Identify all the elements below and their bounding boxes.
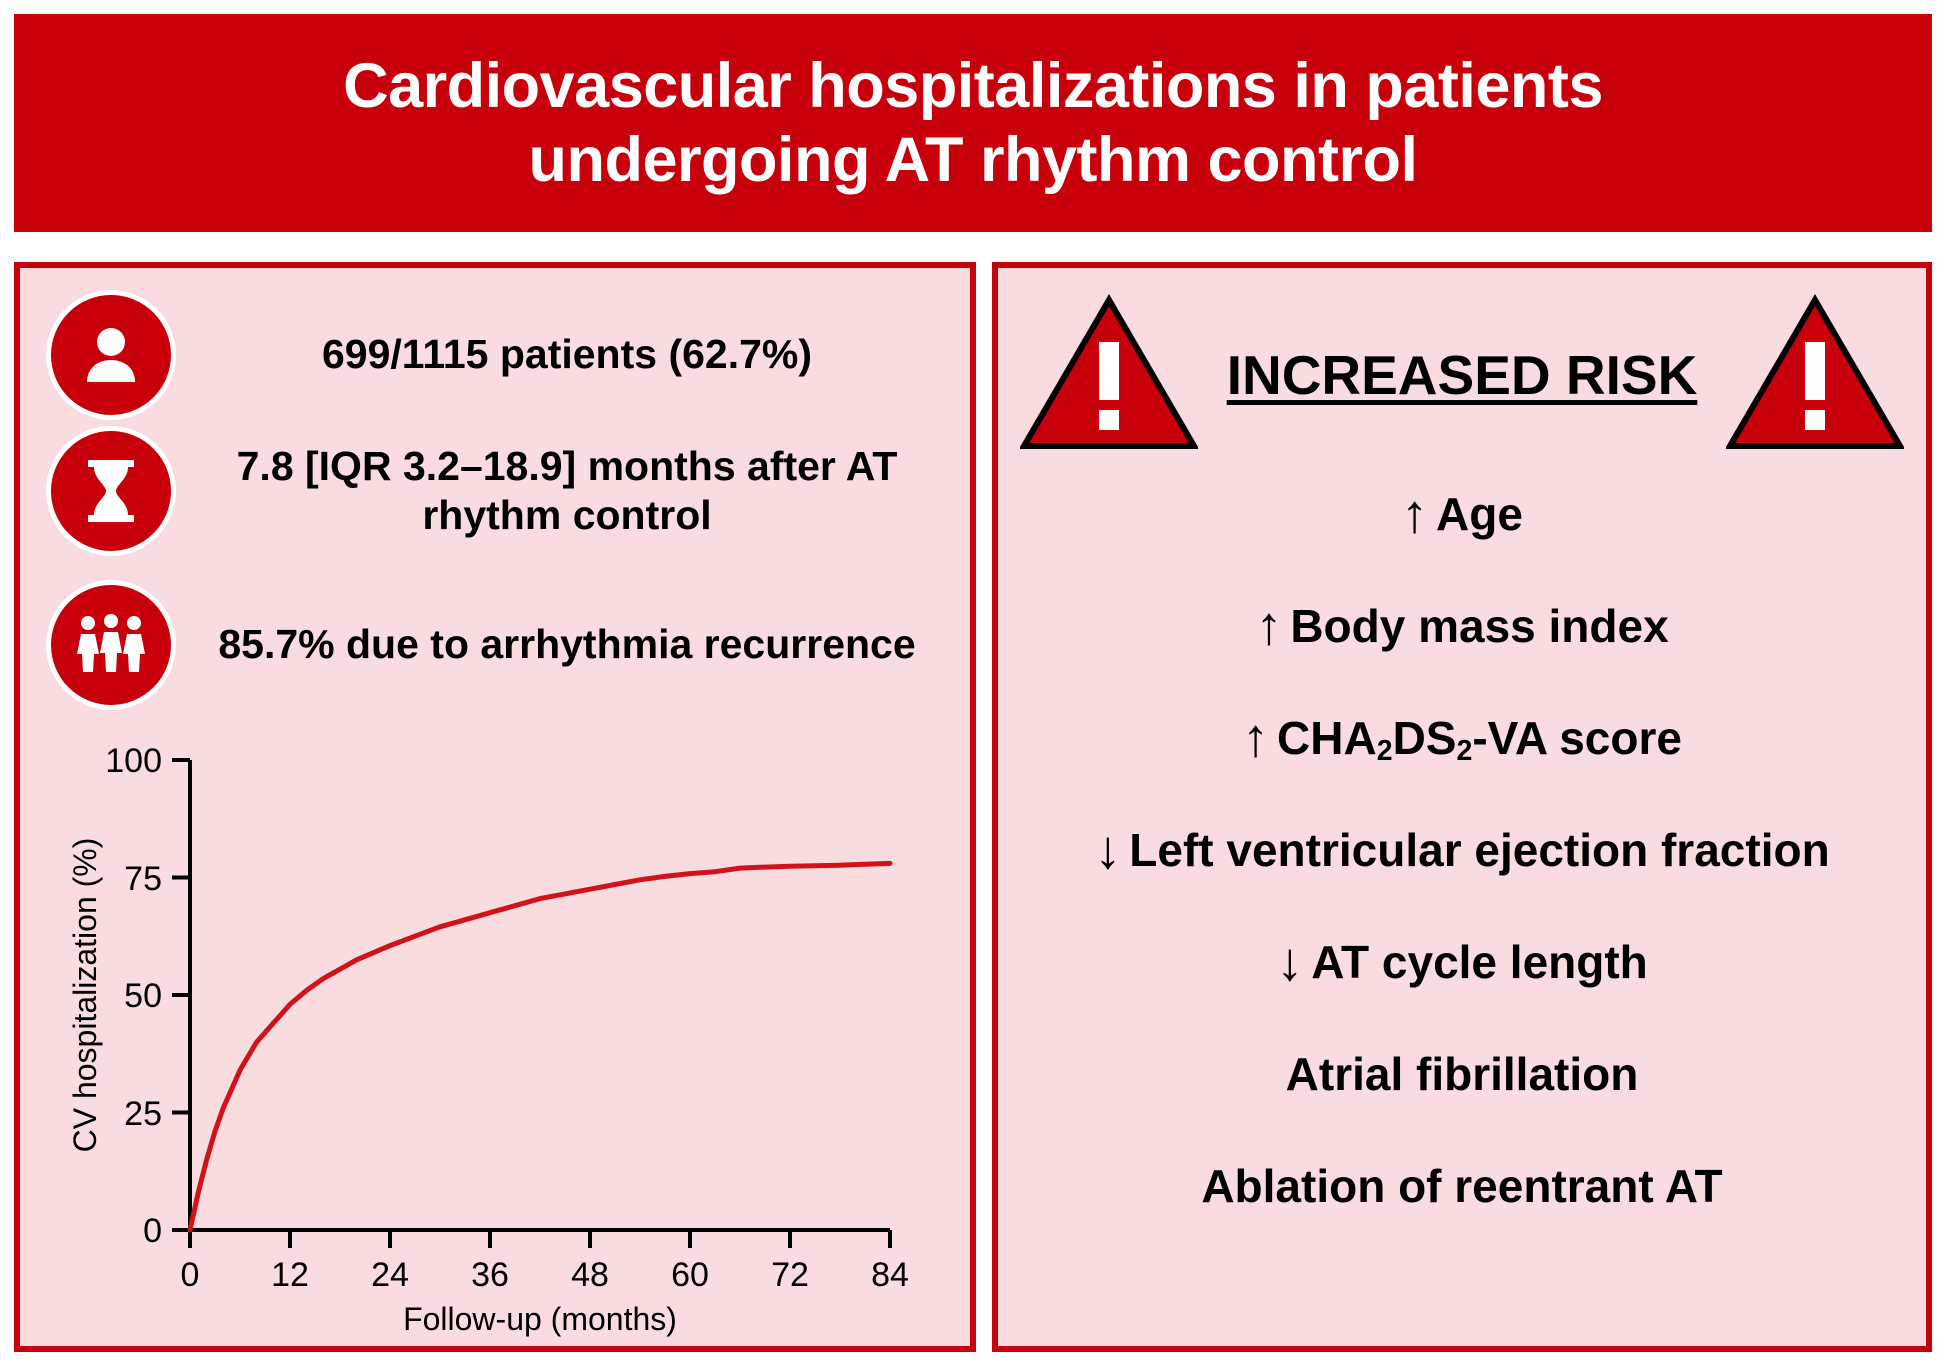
bullet-cause: [20, 580, 970, 710]
increased-risk-title: INCREASED RISK: [1226, 344, 1698, 406]
bullet-cause-label: 85.7% due to arrhythmia recurrence: [218, 621, 916, 668]
warning-triangle-icon: [1020, 294, 1198, 457]
svg-text:0: 0: [180, 1256, 200, 1294]
bullet-patients-label: 699/1115 patients (62.7%): [321, 331, 813, 378]
svg-text:CV hospitalization (%): CV hospitalization (%): [67, 837, 103, 1153]
risk-factor-list: [998, 458, 1926, 1242]
arrow-up-icon: ↑: [1255, 596, 1283, 656]
svg-text:84: 84: [871, 1256, 909, 1294]
hourglass-icon: [46, 426, 176, 556]
svg-text:Follow-up (months): Follow-up (months): [403, 1301, 677, 1337]
svg-text:60: 60: [671, 1256, 709, 1294]
risk-factor-label: Atrial fibrillation: [1285, 1048, 1639, 1100]
risk-factor-label: AT cycle length: [1311, 936, 1648, 988]
right-panel: [992, 262, 1932, 1352]
risk-factor-bmi: [1012, 570, 1912, 682]
risk-factor-at-cycle-length: [1012, 906, 1912, 1018]
svg-text:25: 25: [124, 1095, 162, 1133]
risk-factor-age: [1012, 458, 1912, 570]
person-icon: [46, 290, 176, 420]
arrow-up-icon: ↑: [1242, 708, 1270, 768]
cv-hospitalization-chart: [50, 738, 940, 1338]
risk-factor-lvef: [1012, 794, 1912, 906]
risk-factor-label: Ablation of reentrant AT: [1201, 1160, 1723, 1212]
bullet-patients: [20, 290, 970, 420]
risk-factor-label: Age: [1436, 488, 1523, 540]
arrow-down-icon: ↓: [1276, 932, 1304, 992]
arrow-down-icon: ↓: [1094, 820, 1122, 880]
bullet-timing-label: 7.8 [IQR 3.2–18.9] months after AT rhythm control: [236, 442, 898, 538]
svg-text:72: 72: [771, 1256, 809, 1294]
svg-text:48: 48: [571, 1256, 609, 1294]
risk-factor-chads-va: [1012, 682, 1912, 794]
svg-text:12: 12: [271, 1256, 309, 1294]
warning-triangle-icon-2: [1726, 294, 1904, 457]
increased-risk-header: [998, 290, 1926, 460]
arrow-up-icon: ↑: [1401, 484, 1429, 544]
page-title: [303, 49, 1643, 198]
svg-text:100: 100: [105, 742, 162, 780]
svg-text:50: 50: [124, 977, 162, 1015]
risk-factor-label: $CHA_2DS_2-VA$ score: [1277, 712, 1682, 768]
title-banner: [14, 14, 1932, 232]
left-panel: [14, 262, 976, 1352]
page-title-line2: undergoing AT rhythm control: [528, 125, 1418, 195]
page-title-line1: Cardiovascular hospitalizations in patients: [343, 50, 1603, 121]
svg-text:0: 0: [143, 1212, 162, 1250]
risk-factor-atrial-fibrillation: [1012, 1018, 1912, 1130]
group-of-people-icon: [46, 580, 176, 710]
svg-text:24: 24: [371, 1256, 409, 1294]
bullet-timing: [20, 426, 970, 556]
risk-factor-label: Body mass index: [1290, 600, 1669, 652]
risk-factor-ablation-reentrant-at: [1012, 1130, 1912, 1242]
svg-text:75: 75: [124, 860, 162, 898]
risk-factor-label: Left ventricular ejection fraction: [1129, 824, 1830, 876]
svg-text:36: 36: [471, 1256, 509, 1294]
